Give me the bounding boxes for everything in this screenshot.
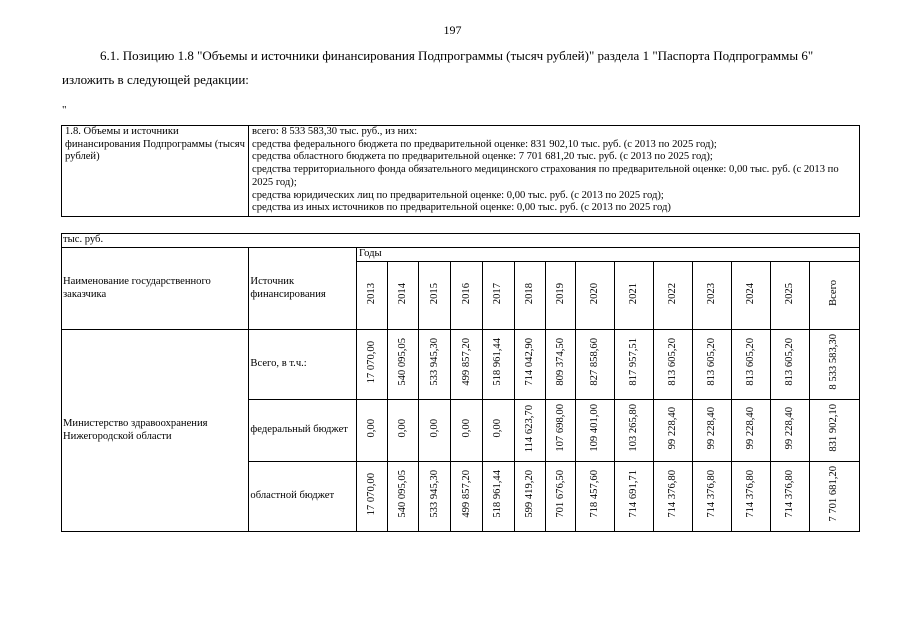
- value-cell: [482, 462, 514, 532]
- value-cell: [514, 400, 546, 462]
- value-cell: [576, 330, 615, 400]
- passport-line: всего: 8 533 583,30 тыс. руб., из них:: [252, 126, 418, 137]
- total-label: Всего: [828, 280, 840, 307]
- value-text: 0,00: [460, 418, 472, 438]
- passport-position-table: [61, 125, 860, 217]
- value-cell: [356, 330, 387, 400]
- value-text: 714 691,71: [627, 470, 639, 519]
- value-cell: [770, 462, 809, 532]
- total-value: 831 902,10: [828, 404, 840, 453]
- value-cell: [514, 330, 546, 400]
- value-text: 540 095,05: [397, 338, 409, 387]
- value-text: 714 376,80: [666, 470, 678, 519]
- source-label: федеральный бюджет: [249, 400, 357, 462]
- year-header: [546, 262, 576, 330]
- value-cell: [451, 330, 483, 400]
- value-text: 99 228,40: [744, 407, 756, 450]
- customer-name: Министерство здравоохранения Нижегородской области: [62, 330, 249, 532]
- value-cell: [653, 330, 692, 400]
- value-cell: [419, 400, 451, 462]
- year-label: 2025: [783, 282, 795, 304]
- passport-line: средства из иных источников по предварительной оценке: 0,00 тыс. руб. (с 2013 по 2025 год): [252, 202, 671, 214]
- year-header: [692, 262, 731, 330]
- value-cell: [356, 462, 387, 532]
- value-text: 499 857,20: [460, 470, 472, 519]
- value-cell: [387, 330, 419, 400]
- passport-line: средства областного бюджета по предварительной оценке: 7 701 681,20 тыс. руб. (с 2013 по 2025 год);: [252, 151, 713, 163]
- year-label: 2016: [460, 282, 472, 304]
- total-value: 7 701 681,20: [828, 466, 840, 523]
- value-text: 714 376,80: [783, 470, 795, 519]
- value-cell: [692, 462, 731, 532]
- year-header: [576, 262, 615, 330]
- value-text: 533 945,30: [428, 470, 440, 519]
- total-cell: [809, 400, 859, 462]
- value-text: 540 095,05: [397, 470, 409, 519]
- value-cell: [387, 462, 419, 532]
- year-header: [419, 262, 451, 330]
- year-label: 2019: [554, 282, 566, 304]
- passport-line: средства федерального бюджета по предварительной оценке: 831 902,10 тыс. руб. (с 2013 по 2025 год);: [252, 138, 717, 150]
- value-text: 813 605,20: [744, 338, 756, 387]
- value-text: 109 401,00: [589, 404, 601, 453]
- units-label: тыс. руб.: [62, 234, 860, 248]
- value-cell: [356, 400, 387, 462]
- value-text: 0,00: [428, 418, 440, 438]
- value-cell: [546, 330, 576, 400]
- header-customer: Наименование государственного заказчика: [62, 248, 249, 330]
- value-cell: [692, 330, 731, 400]
- year-label: 2017: [492, 282, 504, 304]
- year-header: [356, 262, 387, 330]
- passport-line: средства территориального фонда обязательного медицинского страхования по предварительной оценке: 0,00 тыс. руб. (с 2013 по 2025 год);: [252, 164, 839, 188]
- year-header: [615, 262, 654, 330]
- passport-position-content: [249, 126, 860, 217]
- value-text: 518 961,44: [492, 470, 504, 519]
- value-text: 714 376,80: [744, 470, 756, 519]
- total-cell: [809, 330, 859, 400]
- source-label: областной бюджет: [249, 462, 357, 532]
- passport-line: средства юридических лиц по предварительной оценке: 0,00 тыс. руб. (с 2013 по 2025 год);: [252, 189, 664, 201]
- value-cell: [419, 462, 451, 532]
- value-text: 0,00: [365, 418, 377, 438]
- year-label: 2021: [627, 282, 639, 304]
- value-cell: [546, 400, 576, 462]
- value-cell: [576, 400, 615, 462]
- value-text: 599 419,20: [524, 470, 536, 519]
- total-cell: [809, 462, 859, 532]
- value-text: 17 070,00: [365, 473, 377, 516]
- value-cell: [653, 462, 692, 532]
- year-label: 2022: [666, 282, 678, 304]
- source-label: Всего, в т.ч.:: [249, 330, 357, 400]
- value-text: 827 858,60: [589, 338, 601, 387]
- value-text: 0,00: [397, 418, 409, 438]
- value-cell: [653, 400, 692, 462]
- total-value: 8 533 583,30: [828, 334, 840, 391]
- value-text: 114 623,70: [524, 404, 536, 452]
- finance-table: [61, 233, 860, 532]
- year-label: 2024: [744, 282, 756, 304]
- value-text: 714 042,90: [524, 338, 536, 387]
- value-cell: [451, 462, 483, 532]
- value-cell: [387, 400, 419, 462]
- value-text: 99 228,40: [783, 407, 795, 450]
- value-cell: [615, 400, 654, 462]
- value-text: 813 605,20: [666, 338, 678, 387]
- value-text: 718 457,60: [589, 470, 601, 519]
- value-text: 17 070,00: [365, 341, 377, 384]
- passport-position-label: 1.8. Объемы и источники финансирования Подпрограммы (тысяч рублей): [62, 126, 249, 217]
- value-text: 0,00: [492, 418, 504, 438]
- header-source: Источник финансирования: [249, 248, 357, 330]
- value-cell: [419, 330, 451, 400]
- year-header: [653, 262, 692, 330]
- year-label: 2013: [365, 282, 377, 304]
- intro-paragraph: 6.1. Позицию 1.8 "Объемы и источники финансирования Подпрограммы (тысяч рублей)" раздела 1 "Паспорта Подпрограммы 6" изложить в следующей редакции:: [62, 48, 814, 87]
- year-label: 2014: [397, 282, 409, 304]
- value-cell: [482, 330, 514, 400]
- year-header: [770, 262, 809, 330]
- year-label: 2023: [705, 282, 717, 304]
- value-cell: [576, 462, 615, 532]
- value-cell: [692, 400, 731, 462]
- value-text: 813 605,20: [783, 338, 795, 387]
- value-text: 701 676,50: [554, 470, 566, 519]
- value-text: 103 265,80: [627, 404, 639, 453]
- value-text: 107 698,00: [554, 404, 566, 453]
- year-header: [482, 262, 514, 330]
- value-text: 518 961,44: [492, 338, 504, 387]
- value-cell: [770, 400, 809, 462]
- value-text: 533 945,30: [428, 338, 440, 387]
- value-cell: [451, 400, 483, 462]
- value-text: 99 228,40: [666, 407, 678, 450]
- value-cell: [514, 462, 546, 532]
- year-header: [514, 262, 546, 330]
- value-cell: [482, 400, 514, 462]
- value-text: 813 605,20: [705, 338, 717, 387]
- value-cell: [770, 330, 809, 400]
- value-text: 99 228,40: [705, 407, 717, 450]
- total-header: [809, 262, 859, 330]
- value-cell: [731, 330, 770, 400]
- value-cell: [731, 462, 770, 532]
- year-header: [451, 262, 483, 330]
- year-header: [387, 262, 419, 330]
- opening-quote-mark: ": [62, 104, 67, 116]
- value-cell: [546, 462, 576, 532]
- value-cell: [731, 400, 770, 462]
- year-label: 2020: [589, 282, 601, 304]
- year-header: [731, 262, 770, 330]
- value-text: 809 374,50: [554, 338, 566, 387]
- value-cell: [615, 330, 654, 400]
- value-cell: [615, 462, 654, 532]
- value-text: 499 857,20: [460, 338, 472, 387]
- value-text: 817 957,51: [627, 338, 639, 387]
- page-number: 197: [443, 23, 462, 37]
- value-text: 714 376,80: [705, 470, 717, 519]
- year-label: 2018: [524, 282, 536, 304]
- header-years: Годы: [356, 248, 859, 262]
- year-label: 2015: [428, 282, 440, 304]
